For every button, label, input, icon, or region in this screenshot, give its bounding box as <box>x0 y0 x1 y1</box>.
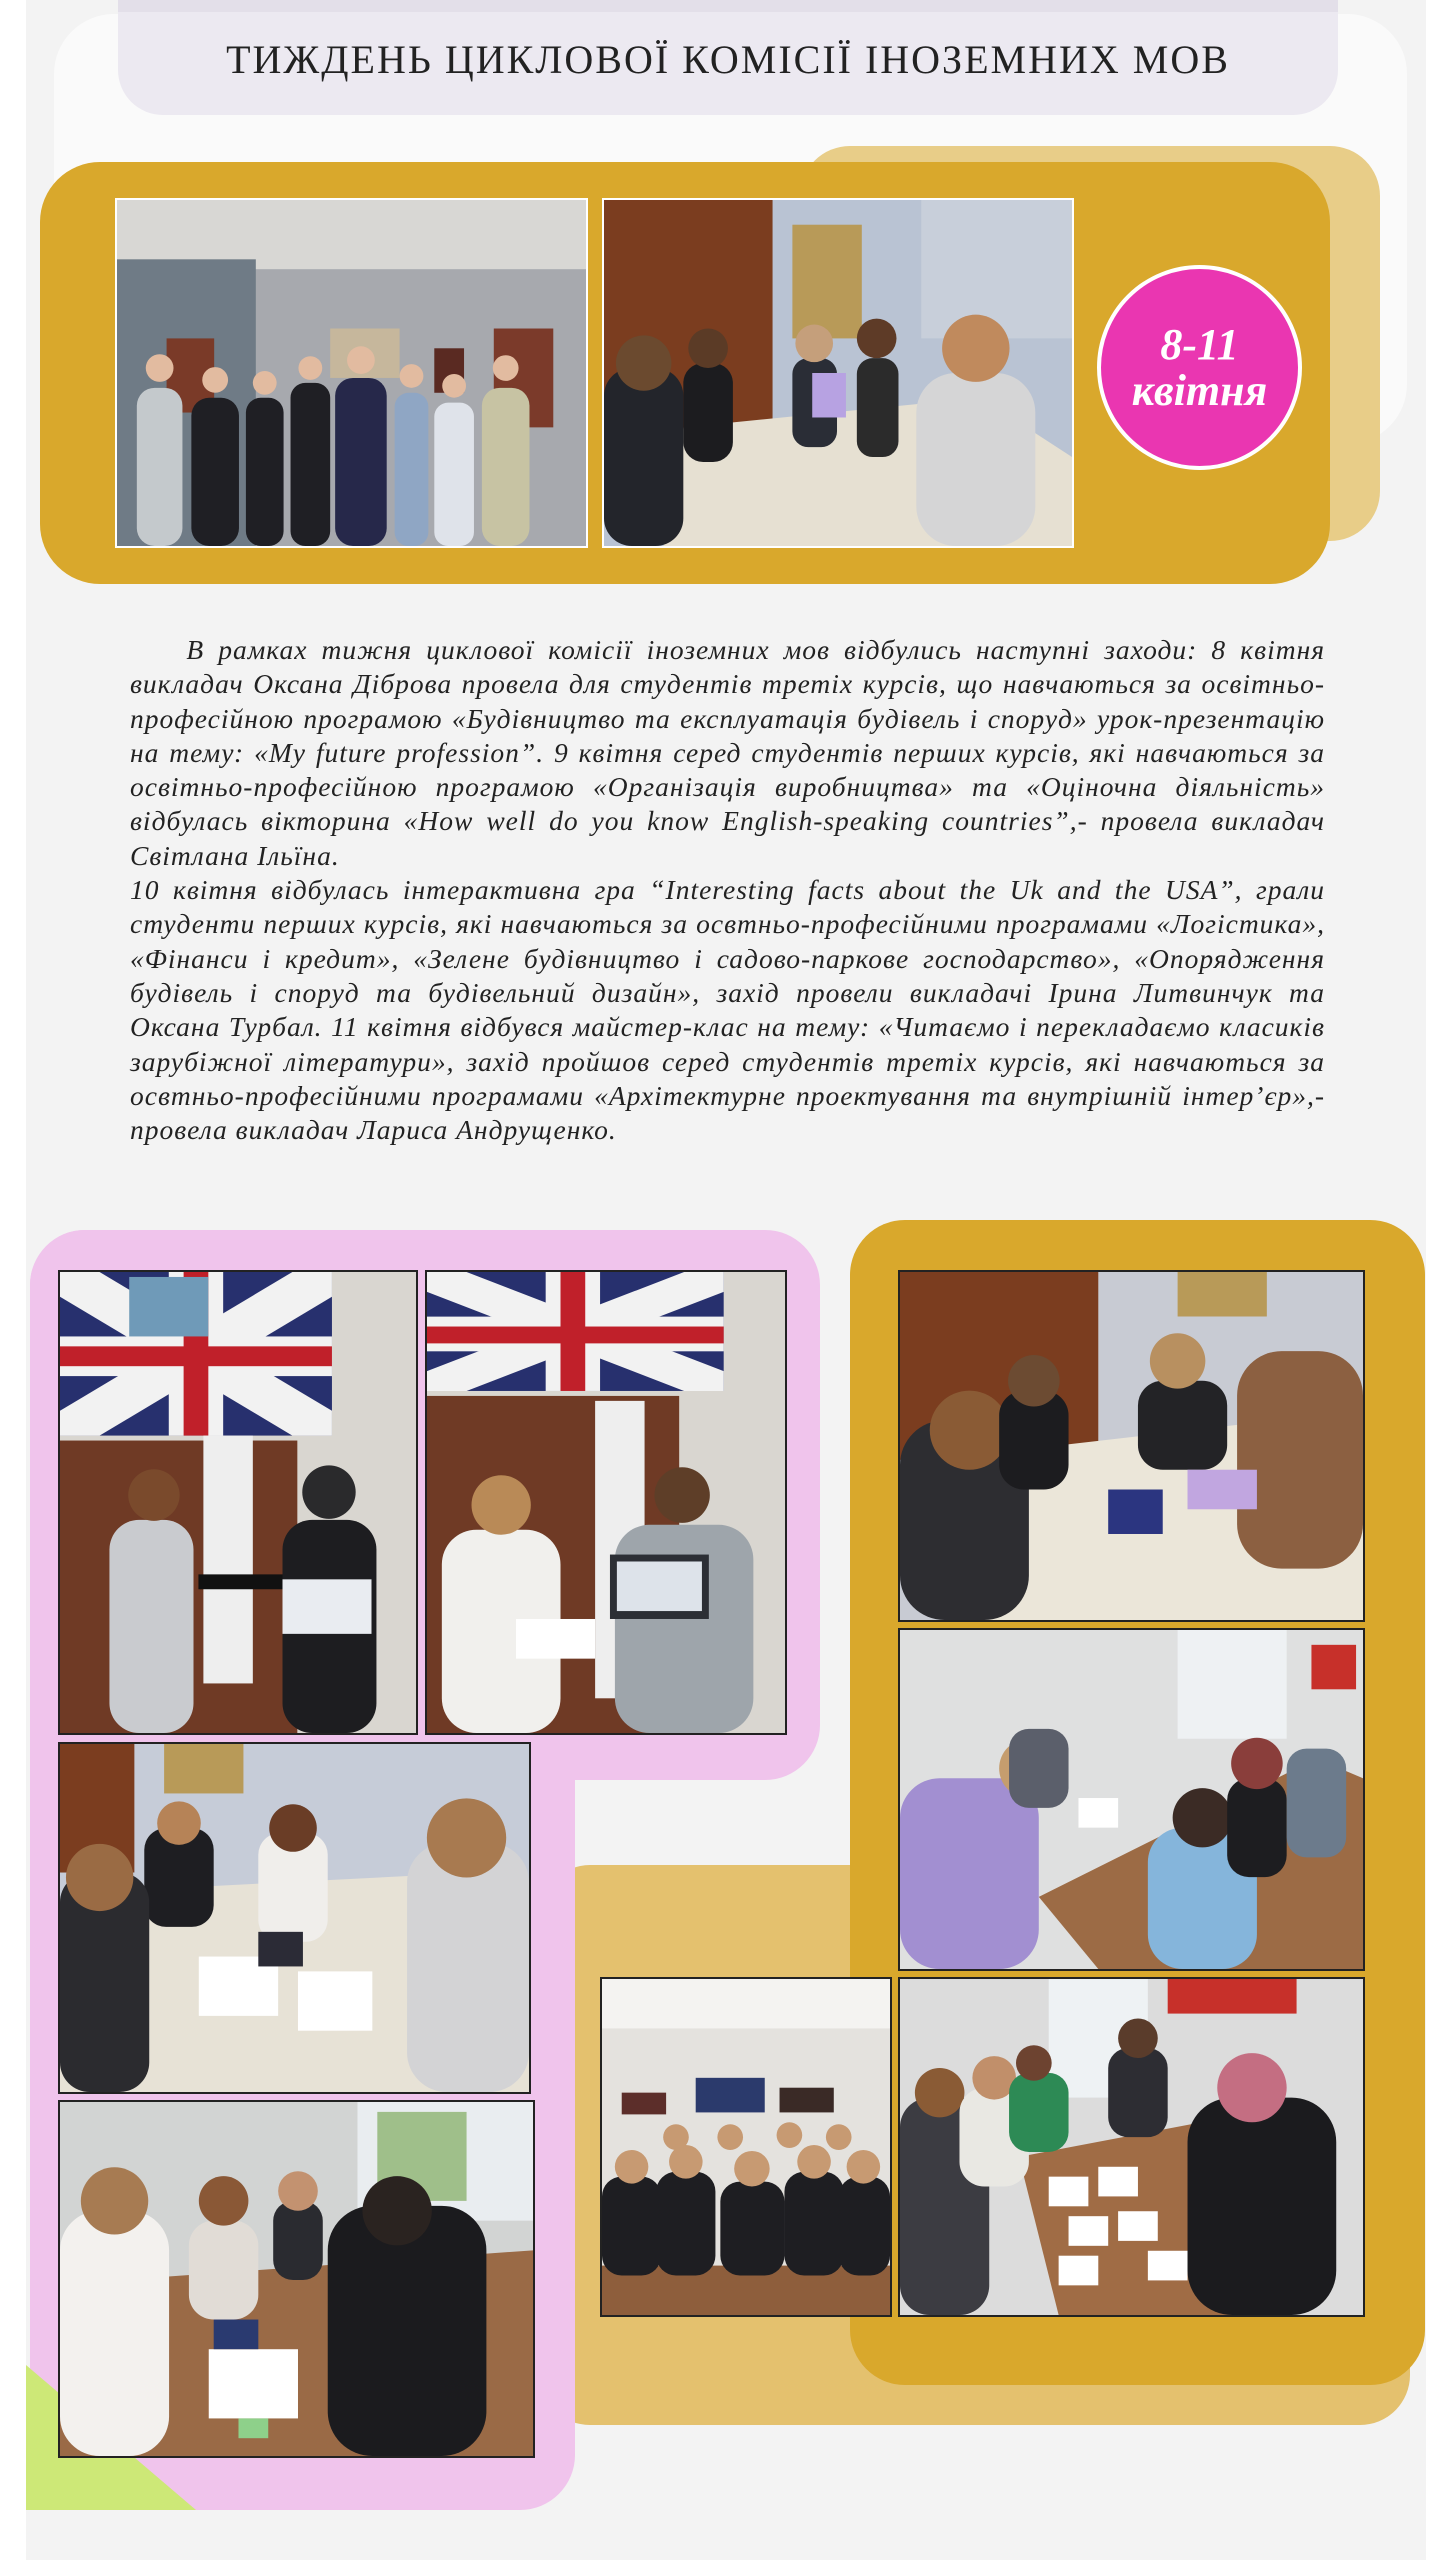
photo-students-working <box>58 2100 535 2458</box>
photo-presentation-1 <box>58 1270 418 1735</box>
description-paragraph: 10 квітня відбулась інтерактивна гра “Interesting facts about the Uk and the USA”, грали студенти перших курсів, які навчаються за освтньо-професійними програмами «Логістика», «Фінанси і кредит», «Зелене будівництво і садово-паркове господарство», «Опорядження будівель і споруд та будівельний дизайн», захід провели викладачі Ірина Литвинчук та Оксана Турбал. 11 квітня відбувся майстер-клас на тему: «Читаємо і перекладаємо класиків зарубіжної літератури», захід пройшов серед студентів третіх курсів, які навчаються за освтньо-професійними програмами «Архітектурне проектування та внутрішній інтер’єр»,- провела викладач Лариса Андрущенко. <box>130 874 1325 1146</box>
photo-cards-game <box>898 1977 1365 2317</box>
photo-table-cards <box>898 1270 1365 1622</box>
date-range: 8-11 <box>1160 319 1239 369</box>
photo-presentation-2 <box>425 1270 787 1735</box>
photo-seated-class <box>600 1977 892 2317</box>
title-bar-strip <box>118 0 1338 12</box>
photo-students-table <box>602 198 1074 548</box>
photo-group-portrait <box>115 198 588 548</box>
date-badge <box>1097 265 1302 470</box>
description-paragraph: В рамках тижня циклової комісії іноземних мов відбулись наступні заходи: 8 квітня викладач Оксана Діброва провела для студентів третіх курсів, що навчаються за освітньо-професійною програмою «Будівництво та експлуатація будівель і споруд» урок-презентацію на тему: «My future profession”. 9 квітня серед студентів перших курсів, які навчаються за освітньо-професійною програмою «Організація виробництва» та «Оціночна діяльність» відбулась вікторина «How well do you know English-speaking countries”,- провела викладач Світлана Ільїна. <box>130 634 1325 871</box>
photo-classroom-game <box>58 1742 531 2094</box>
event-description <box>130 633 1325 1147</box>
page-title: ТИЖДЕНЬ ЦИКЛОВОЇ КОМІСІЇ ІНОЗЕМНИХ МОВ <box>226 37 1230 82</box>
photo-long-table <box>898 1628 1365 1971</box>
date-month: квітня <box>1131 365 1268 415</box>
